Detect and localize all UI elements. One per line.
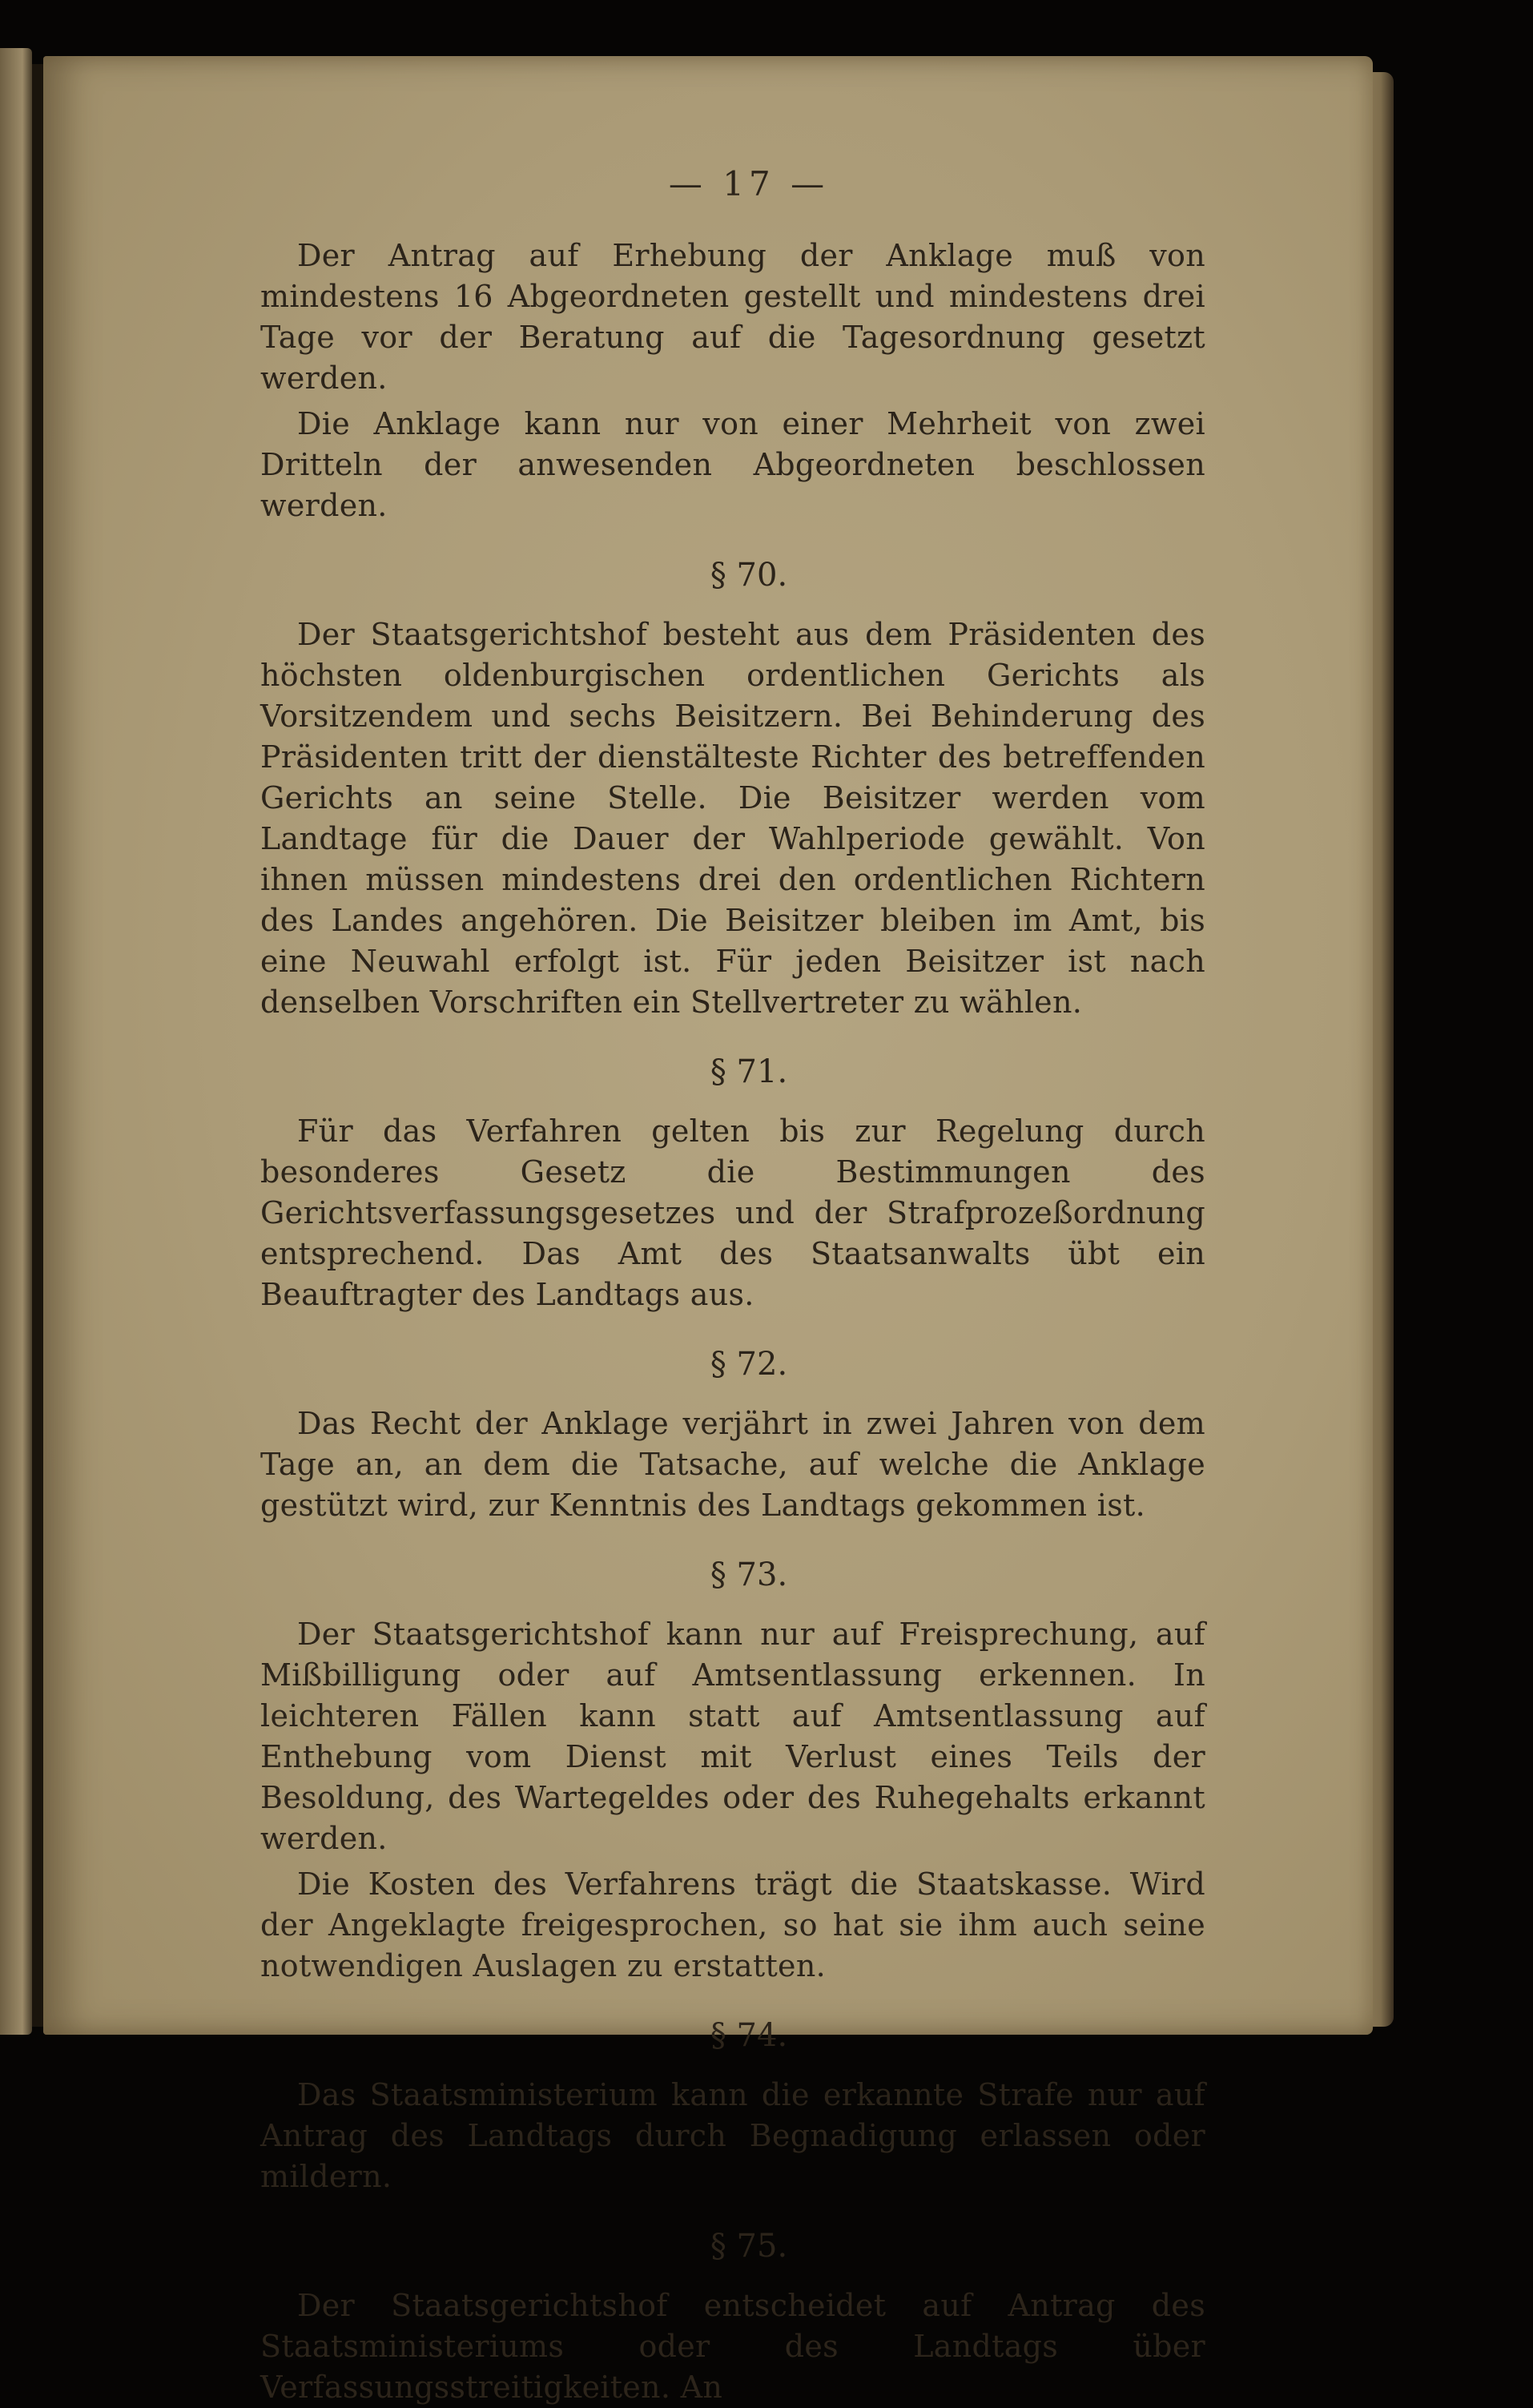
paragraph: Der Staatsgerichtshof entscheidet auf Antrag des Staatsministeriums oder des Landtags über Verfassungsstreitigkeiten. An: [260, 2288, 1205, 2405]
section-heading-74: § 74.: [710, 2017, 788, 2054]
section-heading-73: § 73.: [710, 1556, 788, 1593]
previous-page-edge: [0, 48, 32, 2035]
section-heading-72: § 72.: [710, 1346, 788, 1383]
paragraph: Die Kosten des Verfahrens trägt die Staatskasse. Wird der Angeklagte freigesprochen, so hat sie ihm auch seine notwendigen Auslagen zu erstatten.: [260, 1866, 1205, 1983]
paragraph: Die Anklage kann nur von einer Mehrheit von zwei Dritteln der anwesenden Abgeordneten beschlossen werden.: [260, 406, 1205, 523]
book-gutter: [32, 64, 43, 2027]
page-text: [260, 164, 1205, 2408]
paragraph: Der Antrag auf Erhebung der Anklage muß von mindestens 16 Abgeordneten gestellt und mindestens drei Tage vor der Beratung auf die Tagesordnung gesetzt werden.: [260, 238, 1205, 396]
section-heading-71: § 71.: [710, 1053, 788, 1090]
paragraph: Für das Verfahren gelten bis zur Regelung durch besonderes Gesetz die Bestimmungen des Gerichtsverfassungsgesetzes und der Strafprozeßordnung entsprechend. Das Amt des Staatsanwalts übt ein Beauftragter des Landtags aus.: [260, 1113, 1205, 1312]
paragraph: Der Staatsgerichtshof besteht aus dem Präsidenten des höchsten oldenburgischen ordentlichen Gerichts als Vorsitzendem und sechs Beisitzern. Bei Behinderung des Präsidenten tritt der dienstälteste Richter des betreffenden Gerichts an seine Stelle. Die Beisitzer werden vom Landtage für die Dauer der Wahlperiode gewählt. Von ihnen müssen mindestens drei den ordentlichen Richtern des Landes angehören. Die Beisitzer bleiben im Amt, bis eine Neuwahl erfolgt ist. Für jeden Beisitzer ist nach denselben Vorschriften ein Stellvertreter zu wählen.: [260, 617, 1205, 1020]
section-heading-75: § 75.: [710, 2228, 788, 2265]
paragraph: Der Staatsgerichtshof kann nur auf Freisprechung, auf Mißbilligung oder auf Amtsentlassung erkennen. In leichteren Fällen kann statt auf Amtsentlassung auf Enthebung vom Dienst mit Verlust eines Teils der Besoldung, des Wartegeldes oder des Ruhegehalts erkannt werden.: [260, 1617, 1205, 1856]
page-number: — 17 —: [668, 164, 830, 203]
paragraph: Das Staatsministerium kann die erkannte Strafe nur auf Antrag des Landtags durch Begnadigung erlassen oder mildern.: [260, 2077, 1205, 2194]
section-heading-70: § 70.: [710, 557, 788, 594]
paragraph: Das Recht der Anklage verjährt in zwei Jahren von dem Tage an, an dem die Tatsache, auf welche die Anklage gestützt wird, zur Kenntnis des Landtags gekommen ist.: [260, 1406, 1205, 1523]
